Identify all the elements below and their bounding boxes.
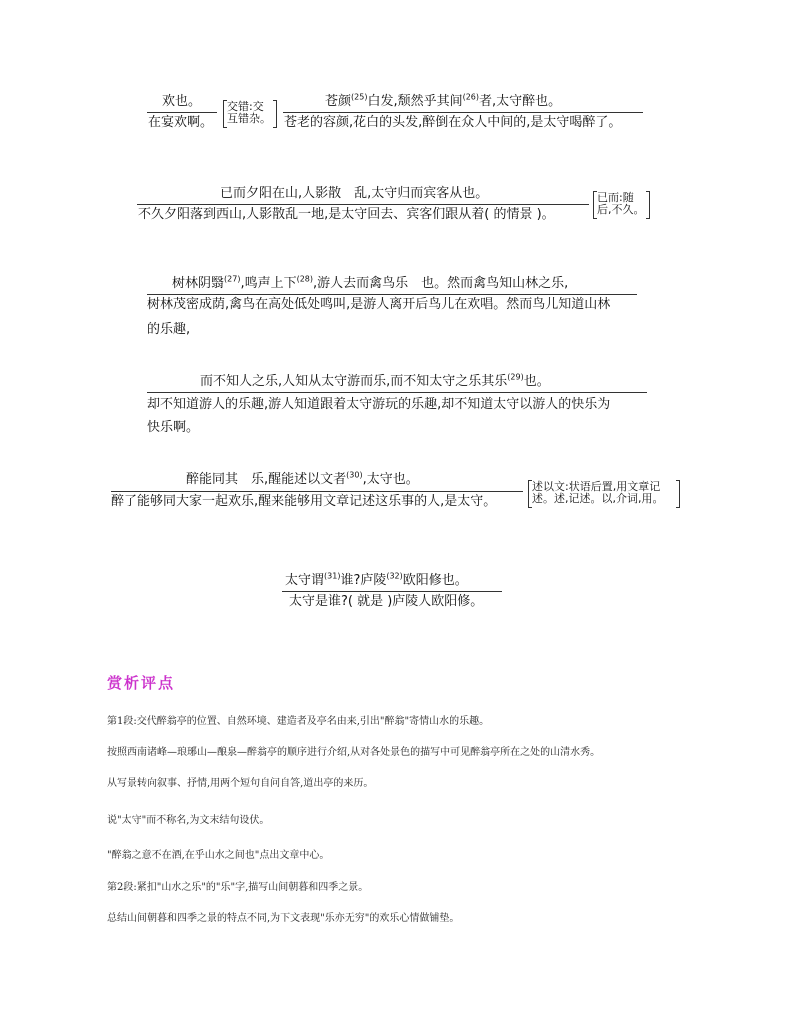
- orig-text-5: 醉能同其 乐,醒能述以文者$^{(30)}$,太守也。: [186, 470, 419, 487]
- note-bracket-right: [676, 480, 680, 508]
- analysis-line-6: 第2段:紧扣"山水之乐"的"乐"字,描写山间朝暮和四季之景。: [107, 882, 369, 893]
- analysis-line-2: 按照西南诸峰—琅琊山—酿泉—醉翁亭的顺序进行介绍,从对各处景色的描写中可见醉翁亭所在之处的山清水秀。: [107, 747, 601, 758]
- note-bracket-right: [646, 191, 650, 219]
- trans-text-3b: 的乐趣,: [147, 322, 191, 337]
- orig-text-2: 已而夕阳在山,人影散 乱,太守归而宾客从也。: [220, 186, 489, 201]
- orig-text-6: 太守谓$^{(31)}$谁?庐陵$^{(32)}$欧阳修也。: [285, 571, 468, 588]
- trans-text-0: 在宴欢啊。: [148, 115, 214, 130]
- trans-text-5: 醉了能够同大家一起欢乐,醒来能够用文章记述这乐事的人,是太守。: [111, 494, 497, 509]
- orig-text-1: 苍颜$^{(25)}$白发,颓然乎其间$^{(26)}$者,太守醉也。: [325, 92, 562, 109]
- divider: [283, 112, 643, 113]
- note-bracket-right: [273, 100, 277, 128]
- trans-text-6: 太守是谁?( 就是 )庐陵人欧阳修。: [289, 594, 484, 609]
- trans-text-4b: 快乐啊。: [147, 420, 200, 435]
- analysis-line-4: 说"太守"而不称名,为文末结句设伏。: [107, 815, 270, 826]
- divider: [147, 112, 217, 113]
- analysis-heading: 赏析评点: [107, 674, 176, 692]
- trans-text-3a: 树林茂密成荫,禽鸟在高处低处鸣叫,是游人离开后鸟儿在欢唱。然而鸟儿知道山林: [147, 297, 611, 312]
- analysis-line-1: 第1段:交代醉翁亭的位置、自然环境、建造者及亭名由来,引出"醉翁"寄情山水的乐趣。: [107, 716, 490, 727]
- divider: [282, 591, 502, 592]
- divider: [111, 491, 523, 492]
- divider: [137, 204, 589, 205]
- divider: [147, 392, 647, 393]
- trans-text-1: 苍老的容颜,花白的头发,醉倒在众人中间的,是太守喝醉了。: [284, 115, 622, 130]
- trans-text-4a: 却不知道游人的乐趣,游人知道跟着太守游玩的乐趣,却不知道太守以游人的快乐为: [147, 397, 611, 412]
- analysis-line-3: 从写景转向叙事、抒情,用两个短句自问自答,道出亭的来历。: [107, 778, 374, 789]
- note-0: 交错:交 互错杂。: [227, 100, 271, 125]
- orig-text-3: 树林阴翳$^{(27)}$,鸣声上下$^{(28)}$,游人去而禽鸟乐 也。然而禽鸟知山林之乐,: [172, 274, 569, 291]
- trans-text-2: 不久夕阳落到西山,人影散乱一地,是太守回去、宾客们跟从着( 的情景 )。: [138, 207, 555, 222]
- note-5: 述以文:状语后置,用文章记 述。述,记述。以,介词,用。: [532, 480, 664, 505]
- divider: [147, 294, 637, 295]
- note-2: 已而:随 后,不久。: [597, 191, 645, 216]
- orig-text-4: 而不知人之乐,人知从太守游而乐,而不知太守之乐其乐$^{(29)}$也。: [200, 372, 550, 389]
- analysis-line-5: "醉翁之意不在酒,在乎山水之间也"点出文章中心。: [107, 850, 330, 861]
- analysis-line-7: 总结山间朝暮和四季之景的特点不同,为下文表现"乐亦无穷"的欢乐心情做铺垫。: [107, 913, 460, 924]
- orig-text-0: 欢也。: [162, 94, 202, 109]
